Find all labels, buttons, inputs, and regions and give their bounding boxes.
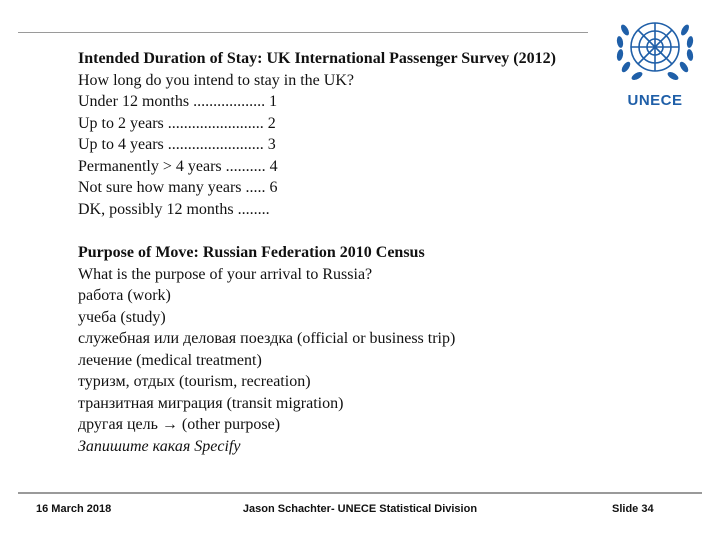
footer-presenter: Jason Schachter- UNECE Statistical Division: [242, 503, 478, 515]
answer-option: Not sure how many years ..... 6: [78, 179, 278, 196]
answer-option: работа (work): [78, 287, 171, 304]
answer-option: лечение (medical treatment): [78, 351, 262, 369]
question-text: What is the purpose of your arrival to Russia?: [78, 265, 373, 283]
section-title: Intended Duration of Stay: UK International Passenger Survey (2012): [78, 50, 556, 67]
logo-text: UNECE: [627, 92, 683, 109]
footer-date: 16 March 2018: [36, 503, 112, 515]
unece-logo: [605, 10, 705, 110]
answer-option: транзитная миграция (transit migration): [78, 394, 344, 412]
section-title: Purpose of Move: Russian Federation 2010 Census: [78, 244, 425, 261]
answer-option: Under 12 months .................. 1: [78, 93, 278, 110]
footer-slide-number: Slide 34: [612, 503, 654, 515]
answer-option: служебная или деловая поездка (official or business trip): [78, 330, 456, 347]
answer-option: туризм, отдых (tourism, recreation): [78, 373, 311, 390]
answer-option: Up to 2 years ........................ 2: [78, 114, 276, 132]
answer-option: DK, possibly 12 months ........: [78, 200, 270, 218]
uk-survey-section: [78, 48, 578, 220]
specify-text: Запишите какая Specify: [78, 437, 241, 455]
question-text: How long do you intend to stay in the UK?: [78, 71, 354, 89]
slide-content: [78, 48, 578, 457]
un-emblem-icon: [609, 10, 701, 90]
answer-option: другая цель → (other purpose): [78, 416, 281, 433]
russia-census-section: [78, 242, 578, 457]
answer-option: учеба (study): [78, 308, 166, 326]
footer-divider: [18, 492, 702, 494]
answer-option: Permanently > 4 years .......... 4: [78, 157, 278, 175]
answer-option: Up to 4 years ........................ 3: [78, 136, 276, 153]
header-divider: [18, 32, 588, 33]
